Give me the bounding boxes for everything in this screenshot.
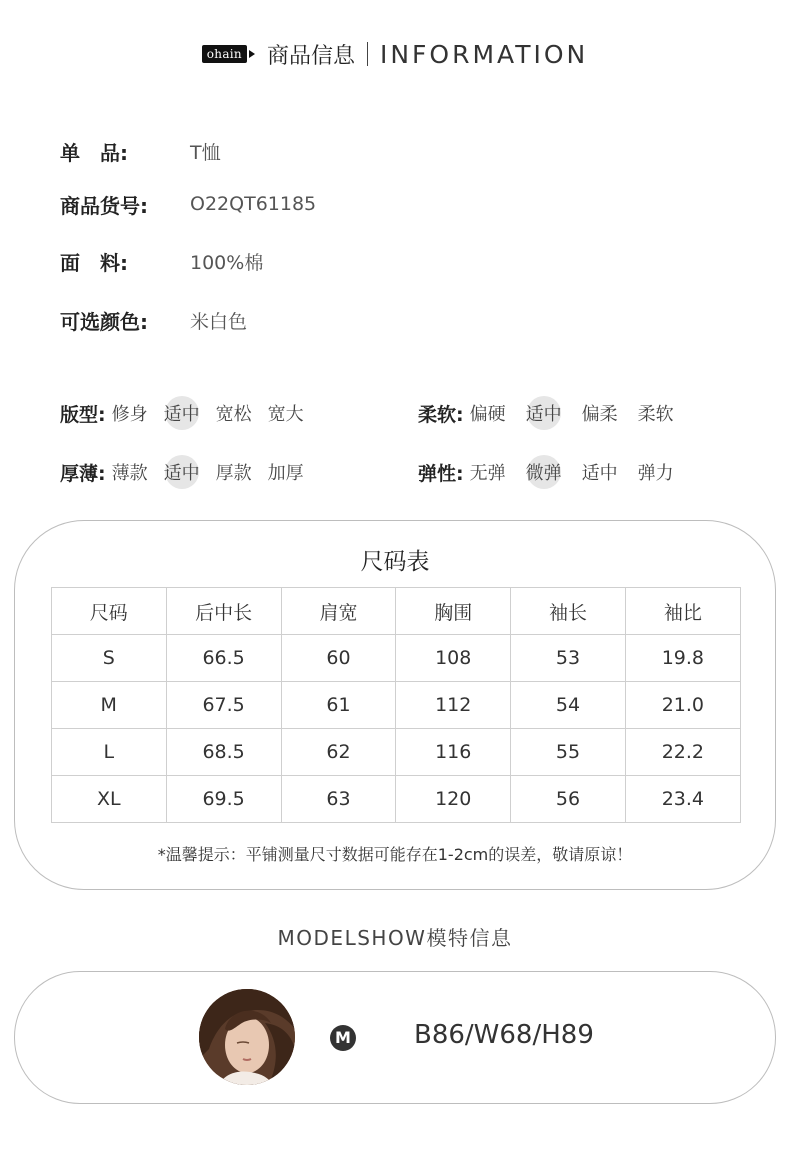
table-cell: 67.5 [166, 682, 281, 729]
header-title-en: INFORMATION [379, 39, 589, 69]
attr-option: 薄款 [111, 463, 148, 484]
table-cell: 54 [511, 682, 626, 729]
table-cell: 55 [511, 729, 626, 776]
attr-label: 弹性: [418, 462, 464, 485]
info-label: 单 品: [60, 140, 128, 165]
model-portrait-image [199, 989, 295, 1085]
attr-thickness [60, 457, 320, 487]
table-cell: 120 [396, 776, 511, 823]
table-cell: 22.2 [625, 729, 740, 776]
table-header-cell: 尺码 [52, 588, 167, 635]
attr-option: 偏硬 [469, 404, 506, 425]
attr-option: 偏柔 [581, 404, 618, 425]
measurement-tip: *温馨提示：平铺测量尺寸数据可能存在1-2cm的误差，敬请原谅！ [157, 845, 633, 864]
table-cell: 63 [281, 776, 396, 823]
model-size-badge: M [330, 1025, 356, 1051]
table-cell: 21.0 [625, 682, 740, 729]
attr-label: 厚薄: [60, 462, 106, 485]
play-arrow-icon [249, 50, 255, 58]
info-row-color [60, 305, 247, 335]
table-cell: 69.5 [166, 776, 281, 823]
brand-logo [202, 45, 255, 63]
model-section-title: MODELSHOW模特信息 [277, 926, 513, 950]
table-cell: 66.5 [166, 635, 281, 682]
attr-option: 修身 [111, 404, 148, 425]
table-row [52, 776, 741, 823]
attr-option-selected: 适中 [164, 400, 200, 426]
attr-option: 柔软 [637, 404, 674, 425]
attr-option: 加厚 [267, 463, 304, 484]
info-label: 面 料: [60, 250, 128, 275]
size-chart-title: 尺码表 [360, 549, 430, 575]
header-title-cn: 商品信息 [266, 43, 355, 69]
table-cell: 108 [396, 635, 511, 682]
attr-option-selected: 适中 [526, 400, 562, 426]
attr-label: 版型: [60, 403, 106, 426]
table-header-cell: 胸围 [396, 588, 511, 635]
attr-option-selected: 微弹 [526, 459, 562, 485]
table-header-row [52, 588, 741, 635]
table-cell: 116 [396, 729, 511, 776]
table-header-cell: 后中长 [166, 588, 281, 635]
attr-option: 无弹 [469, 463, 506, 484]
table-cell: 60 [281, 635, 396, 682]
model-info-card [14, 971, 776, 1104]
table-cell: 23.4 [625, 776, 740, 823]
attr-option: 宽大 [267, 404, 304, 425]
attr-label: 柔软: [418, 403, 464, 426]
attr-fit [60, 398, 320, 428]
table-cell: 53 [511, 635, 626, 682]
info-value: T恤 [190, 141, 221, 164]
table-cell: L [52, 729, 167, 776]
info-value: O22QT61185 [190, 193, 317, 215]
table-cell: 61 [281, 682, 396, 729]
table-header-cell: 袖长 [511, 588, 626, 635]
model-avatar [199, 989, 295, 1085]
table-cell: XL [52, 776, 167, 823]
info-label: 可选颜色: [60, 309, 148, 334]
attr-option: 适中 [581, 463, 618, 484]
table-header-cell: 肩宽 [281, 588, 396, 635]
info-row-sku [60, 189, 316, 219]
brand-logo-text: ohain [202, 45, 247, 63]
info-label: 商品货号: [60, 193, 148, 218]
attr-option: 宽松 [215, 404, 252, 425]
attr-option: 厚款 [215, 463, 252, 484]
table-row [52, 682, 741, 729]
table-header-cell: 袖比 [625, 588, 740, 635]
table-row [52, 635, 741, 682]
attr-option-selected: 适中 [164, 459, 200, 485]
section-header [0, 34, 790, 74]
table-row [52, 729, 741, 776]
info-row-item [60, 136, 221, 166]
table-cell: 19.8 [625, 635, 740, 682]
table-cell: M [52, 682, 167, 729]
table-cell: 112 [396, 682, 511, 729]
attr-softness [418, 398, 690, 428]
header-divider [367, 42, 368, 66]
table-cell: 62 [281, 729, 396, 776]
model-measurements: B86/W68/H89 [414, 1020, 594, 1050]
attr-option: 弹力 [637, 463, 674, 484]
info-row-fabric [60, 246, 263, 276]
attr-elasticity [418, 457, 690, 487]
info-value: 100%棉 [190, 251, 264, 274]
table-cell: 56 [511, 776, 626, 823]
size-table [51, 587, 741, 823]
info-value: 米白色 [190, 310, 248, 333]
table-cell: S [52, 635, 167, 682]
table-cell: 68.5 [166, 729, 281, 776]
